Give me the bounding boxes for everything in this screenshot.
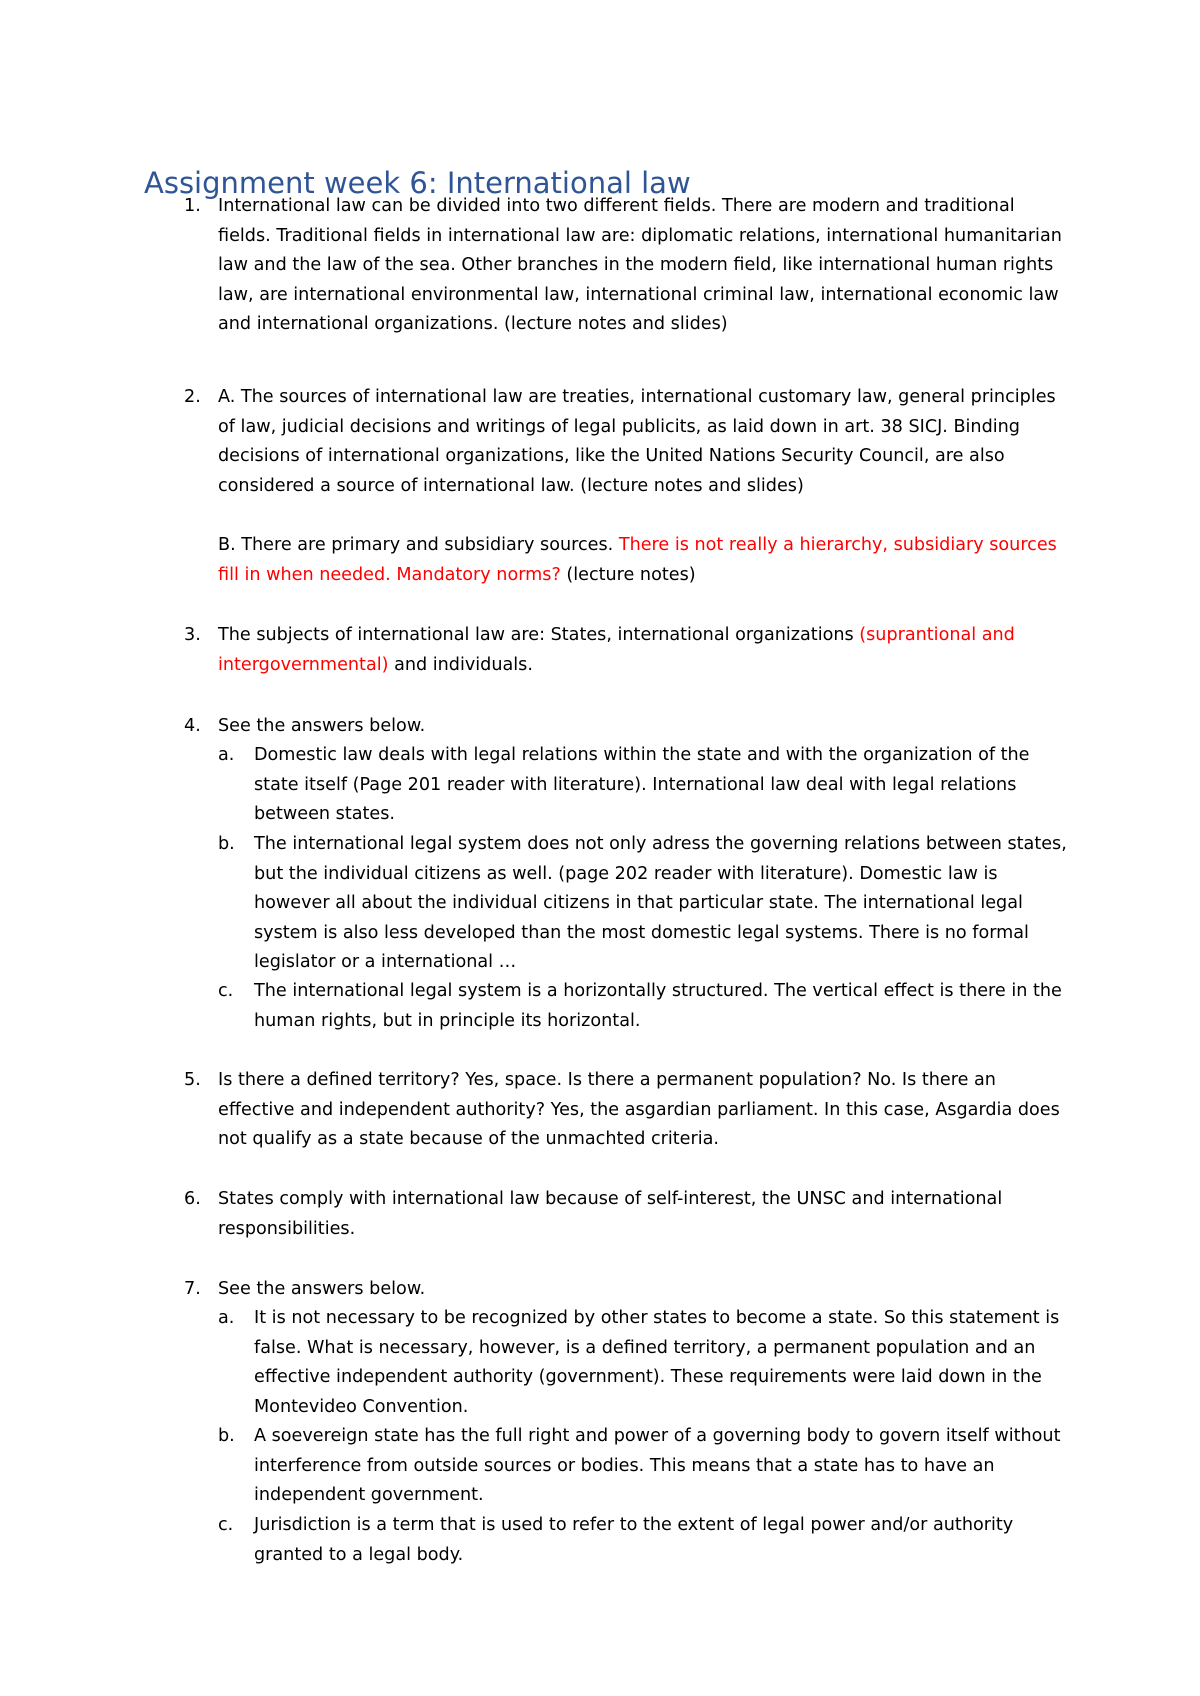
item-text-b-part2: (lecture notes): [560, 564, 696, 585]
item-text: A. The sources of international law are treaties, international customary law, general principles of law, judicial decisions and writings of legal publicits, as laid down in art. 38 SICJ. Binding decisions of international organizations, like the United Nations Security Council, are also considered a source of international law. (lecture notes and slides): [218, 387, 1056, 496]
item-text: See the answers below.: [218, 716, 426, 736]
sub-item-letter: a.: [218, 1308, 235, 1328]
item-text: [218, 621, 1068, 680]
item-number: 1.: [184, 196, 201, 216]
item-text: See the answers below.: [218, 1279, 426, 1299]
sub-item-text: Jurisdiction is a term that is used to refer to the extent of legal power and/or authority granted to a legal body.: [254, 1515, 1014, 1565]
item-text: Is there a defined territory? Yes, space. Is there a permanent population? No. Is there an effective and independent authority? Yes, the asgardian parliament. In this case, Asgardia does not qualify as a state because of the unmachted criteria.: [218, 1070, 1060, 1149]
sub-item-letter: b.: [218, 1426, 235, 1446]
sub-item-text: The international legal system is a horizontally structured. The vertical effect is there in the human rights, but in principle its horizontal.: [254, 981, 1062, 1031]
sub-item-text: The international legal system does not only adress the governing relations between states, but the individual citizens as well. (page 202 reader with literature). Domestic law is however all about the individual citizens in that particular state. The international legal system is also less developed than the most domestic legal systems. There is no formal legislator or a international …: [254, 834, 1067, 972]
sub-item-text: It is not necessary to be recognized by other states to become a state. So this statement is false. What is necessary, however, is a defined territory, a permanent population and an effective independent authority (government). These requirements were laid down in the Montevideo Convention.: [254, 1308, 1060, 1417]
item-text-b: [218, 531, 1068, 590]
sub-item-letter: b.: [218, 834, 235, 854]
item-text-b-part1: B. There are primary and subsidiary sources.: [218, 535, 619, 555]
sub-item-text: Domestic law deals with legal relations within the state and with the organization of the state itself (Page 201 reader with literature). International law deal with legal relations between states.: [254, 745, 1030, 824]
item-text: International law can be divided into two different fields. There are modern and traditional fields. Traditional fields in international law are: diplomatic relations, international humanitarian law and the law of the sea. Other branches in the modern field, like international human rights law, are international environmental law, international criminal law, international economic law and international organizations. (lecture notes and slides): [218, 196, 1062, 334]
item-text-part1: The subjects of international law are: States, international organizations: [218, 625, 860, 645]
highlighted-text: (suprantional and intergovernmental): [218, 625, 1015, 675]
sub-item-letter: c.: [218, 1515, 234, 1535]
page-title: Assignment week 6: International law: [144, 166, 691, 200]
item-number: 3.: [184, 625, 201, 645]
item-number: 6.: [184, 1189, 201, 1209]
item-number: 7.: [184, 1279, 201, 1299]
highlighted-text: There is not really a hierarchy, subsidiary sources fill in when needed. Mandatory norms?: [218, 535, 1057, 585]
item-number: 4.: [184, 716, 201, 736]
item-number: 5.: [184, 1070, 201, 1090]
sub-item-letter: a.: [218, 745, 235, 765]
item-number: 2.: [184, 387, 201, 407]
sub-item-text: A soevereign state has the full right and power of a governing body to govern itself without interference from outside sources or bodies. This means that a state has to have an independent government.: [254, 1426, 1061, 1505]
item-text-part2: and individuals.: [388, 654, 533, 675]
sub-item-letter: c.: [218, 981, 234, 1001]
item-text: States comply with international law because of self-interest, the UNSC and international responsibilities.: [218, 1189, 1003, 1239]
